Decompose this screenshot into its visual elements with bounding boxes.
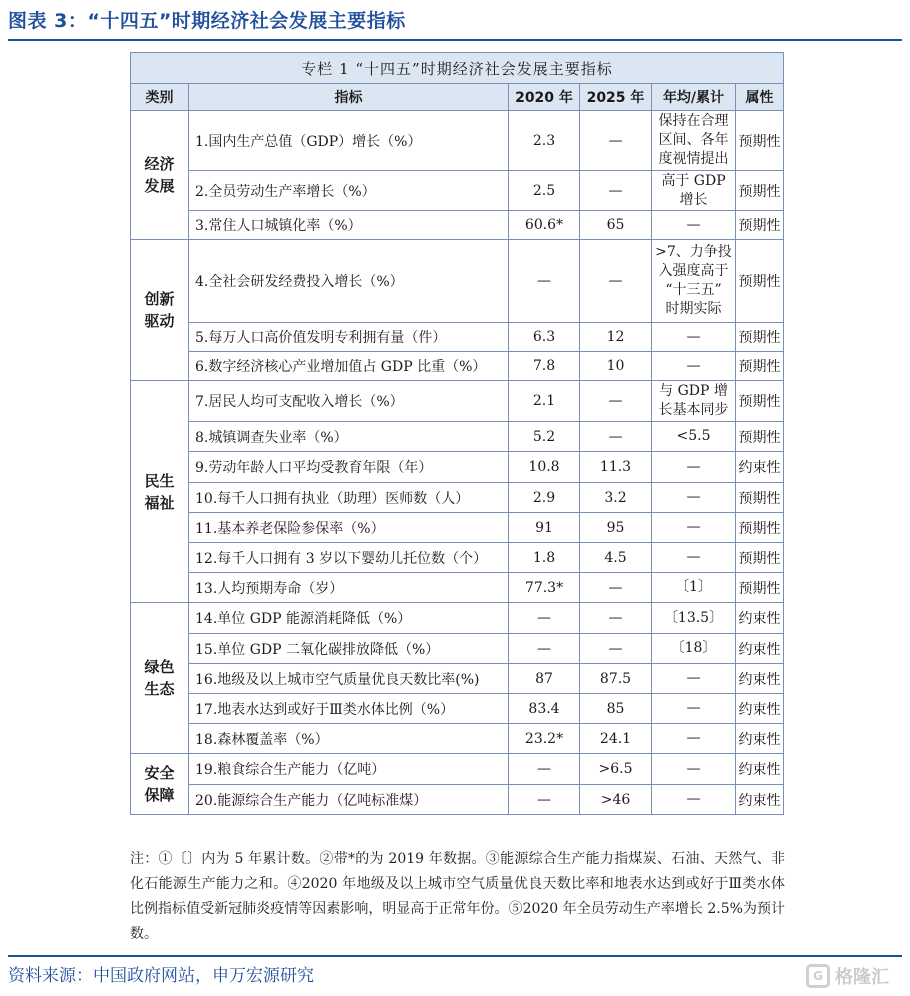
table-row: [131, 603, 784, 634]
avg-cell: 与 GDP 增 长基本同步: [652, 381, 736, 422]
header-2025: 2025 年: [580, 84, 652, 111]
attr-cell: 预期性: [736, 573, 784, 603]
category-security: 安全 保障: [131, 754, 189, 815]
avg-cell: 〔18〕: [652, 634, 736, 664]
attr-cell: 约束性: [736, 694, 784, 724]
source-line: 资料来源：中国政府网站，申万宏源研究: [8, 966, 314, 986]
indicator-cell: 8.城镇调查失业率（%）: [189, 422, 509, 452]
value-2025: —: [580, 240, 652, 323]
table-row: [131, 452, 784, 483]
header-avg: 年均/累计: [652, 84, 736, 111]
value-2020: —: [509, 754, 580, 785]
attr-cell: 预期性: [736, 422, 784, 452]
attr-cell: 预期性: [736, 513, 784, 543]
value-2025: >6.5: [580, 754, 652, 785]
header-attr: 属性: [736, 84, 784, 111]
value-2020: —: [509, 603, 580, 634]
value-2020: 23.2*: [509, 724, 580, 754]
value-2025: 3.2: [580, 483, 652, 513]
indicator-cell: 15.单位 GDP 二氧化碳排放降低（%）: [189, 634, 509, 664]
value-2025: —: [580, 634, 652, 664]
table-row: [131, 754, 784, 785]
attr-cell: 预期性: [736, 240, 784, 323]
table-row: [131, 323, 784, 352]
attr-cell: 预期性: [736, 352, 784, 381]
value-2025: —: [580, 111, 652, 171]
value-2020: 2.1: [509, 381, 580, 422]
avg-cell: —: [652, 483, 736, 513]
avg-cell: 〔1〕: [652, 573, 736, 603]
indicator-cell: 4.全社会研发经费投入增长（%）: [189, 240, 509, 323]
attr-cell: 约束性: [736, 452, 784, 483]
attr-cell: 约束性: [736, 664, 784, 694]
table-row: [131, 240, 784, 323]
avg-cell: —: [652, 323, 736, 352]
value-2020: 60.6*: [509, 211, 580, 240]
table-row: [131, 694, 784, 724]
avg-cell: —: [652, 543, 736, 573]
table-row: [131, 513, 784, 543]
value-2020: 5.2: [509, 422, 580, 452]
table-row: [131, 381, 784, 422]
value-2025: >46: [580, 785, 652, 815]
value-2020: 10.8: [509, 452, 580, 483]
avg-cell: <5.5: [652, 422, 736, 452]
attr-cell: 预期性: [736, 111, 784, 171]
indicator-cell: 10.每千人口拥有执业（助理）医师数（人）: [189, 483, 509, 513]
value-2020: 87: [509, 664, 580, 694]
indicator-cell: 9.劳动年龄人口平均受教育年限（年）: [189, 452, 509, 483]
value-2020: 2.3: [509, 111, 580, 171]
bottom-divider: [8, 955, 902, 957]
category-innovation: 创新 驱动: [131, 240, 189, 381]
value-2025: —: [580, 573, 652, 603]
value-2020: 77.3*: [509, 573, 580, 603]
value-2020: 83.4: [509, 694, 580, 724]
attr-cell: 约束性: [736, 603, 784, 634]
header-category: 类别: [131, 84, 189, 111]
attr-cell: 预期性: [736, 483, 784, 513]
avg-cell: —: [652, 694, 736, 724]
indicator-cell: 19.粮食综合生产能力（亿吨）: [189, 754, 509, 785]
indicator-cell: 6.数字经济核心产业增加值占 GDP 比重（%）: [189, 352, 509, 381]
indicator-cell: 20.能源综合生产能力（亿吨标准煤）: [189, 785, 509, 815]
attr-cell: 约束性: [736, 634, 784, 664]
figure-title: 图表 3：“十四五”时期经济社会发展主要指标: [8, 10, 406, 32]
avg-cell: 保持在合理 区间、各年 度视情提出: [652, 111, 736, 171]
attr-cell: 预期性: [736, 543, 784, 573]
table-note: 注：①〔〕内为 5 年累计数。②带*的为 2019 年数据。③能源综合生产能力指煤炭、石油、天然气、非化石能源生产能力之和。④2020 年地级及以上城市空气质量优良天数比率和地表水达到或好于Ⅲ类水体比例指标值受新冠肺炎疫情等因素影响，明显高于正常年份。⑤2020 年全员劳动生产率增长 2.5%为预计数。: [130, 851, 785, 942]
avg-cell: —: [652, 352, 736, 381]
indicator-cell: 18.森林覆盖率（%）: [189, 724, 509, 754]
avg-cell: —: [652, 785, 736, 815]
avg-cell: 〔13.5〕: [652, 603, 736, 634]
header-2020: 2020 年: [509, 84, 580, 111]
indicator-cell: 13.人均预期寿命（岁）: [189, 573, 509, 603]
value-2025: 87.5: [580, 664, 652, 694]
table-row: [131, 111, 784, 171]
value-2025: 11.3: [580, 452, 652, 483]
value-2025: —: [580, 422, 652, 452]
category-economy: 经济 发展: [131, 111, 189, 240]
attr-cell: 预期性: [736, 171, 784, 211]
logo-icon: G: [806, 964, 830, 988]
table-row: [131, 664, 784, 694]
attr-cell: 预期性: [736, 323, 784, 352]
avg-cell: 高于 GDP 增长: [652, 171, 736, 211]
table-row: [131, 352, 784, 381]
table-row: [131, 543, 784, 573]
top-divider: [8, 39, 902, 41]
avg-cell: —: [652, 754, 736, 785]
indicator-cell: 5.每万人口高价值发明专利拥有量（件）: [189, 323, 509, 352]
indicator-cell: 14.单位 GDP 能源消耗降低（%）: [189, 603, 509, 634]
value-2020: 91: [509, 513, 580, 543]
value-2025: 85: [580, 694, 652, 724]
table-row: [131, 785, 784, 815]
value-2020: 6.3: [509, 323, 580, 352]
table-row: [131, 573, 784, 603]
indicator-cell: 16.地级及以上城市空气质量优良天数比率(%): [189, 664, 509, 694]
indicator-cell: 11.基本养老保险参保率（%）: [189, 513, 509, 543]
value-2020: —: [509, 240, 580, 323]
value-2025: 12: [580, 323, 652, 352]
header-indicator: 指标: [189, 84, 509, 111]
table-row: [131, 634, 784, 664]
indicator-table: [130, 52, 784, 815]
value-2020: 7.8: [509, 352, 580, 381]
logo-text: 格隆汇: [835, 967, 889, 988]
value-2020: —: [509, 634, 580, 664]
indicator-cell: 7.居民人均可支配收入增长（%）: [189, 381, 509, 422]
indicator-cell: 17.地表水达到或好于Ⅲ类水体比例（%）: [189, 694, 509, 724]
table-row: [131, 724, 784, 754]
value-2020: 1.8: [509, 543, 580, 573]
avg-cell: —: [652, 664, 736, 694]
value-2025: 24.1: [580, 724, 652, 754]
value-2025: 95: [580, 513, 652, 543]
avg-cell: >7、力争投 入强度高于 “十三五” 时期实际: [652, 240, 736, 323]
value-2020: —: [509, 785, 580, 815]
table-row: [131, 422, 784, 452]
attr-cell: 预期性: [736, 381, 784, 422]
attr-cell: 约束性: [736, 785, 784, 815]
watermark-logo: [806, 961, 906, 991]
indicator-cell: 3.常住人口城镇化率（%）: [189, 211, 509, 240]
avg-cell: —: [652, 211, 736, 240]
value-2025: —: [580, 381, 652, 422]
avg-cell: —: [652, 513, 736, 543]
attr-cell: 约束性: [736, 754, 784, 785]
avg-cell: —: [652, 452, 736, 483]
category-welfare: 民生 福祉: [131, 381, 189, 603]
indicator-cell: 1.国内生产总值（GDP）增长（%）: [189, 111, 509, 171]
attr-cell: 预期性: [736, 211, 784, 240]
value-2025: —: [580, 603, 652, 634]
table-header-row: [131, 84, 784, 111]
indicator-cell: 2.全员劳动生产率增长（%）: [189, 171, 509, 211]
avg-cell: —: [652, 724, 736, 754]
attr-cell: 约束性: [736, 724, 784, 754]
value-2025: —: [580, 171, 652, 211]
table-row: [131, 211, 784, 240]
indicator-cell: 12.每千人口拥有 3 岁以下婴幼儿托位数（个）: [189, 543, 509, 573]
value-2025: 10: [580, 352, 652, 381]
value-2025: 65: [580, 211, 652, 240]
table-caption: 专栏 1 “十四五”时期经济社会发展主要指标: [131, 53, 784, 84]
value-2020: 2.9: [509, 483, 580, 513]
value-2025: 4.5: [580, 543, 652, 573]
value-2020: 2.5: [509, 171, 580, 211]
table-row: [131, 171, 784, 211]
table-row: [131, 483, 784, 513]
category-ecology: 绿色 生态: [131, 603, 189, 754]
